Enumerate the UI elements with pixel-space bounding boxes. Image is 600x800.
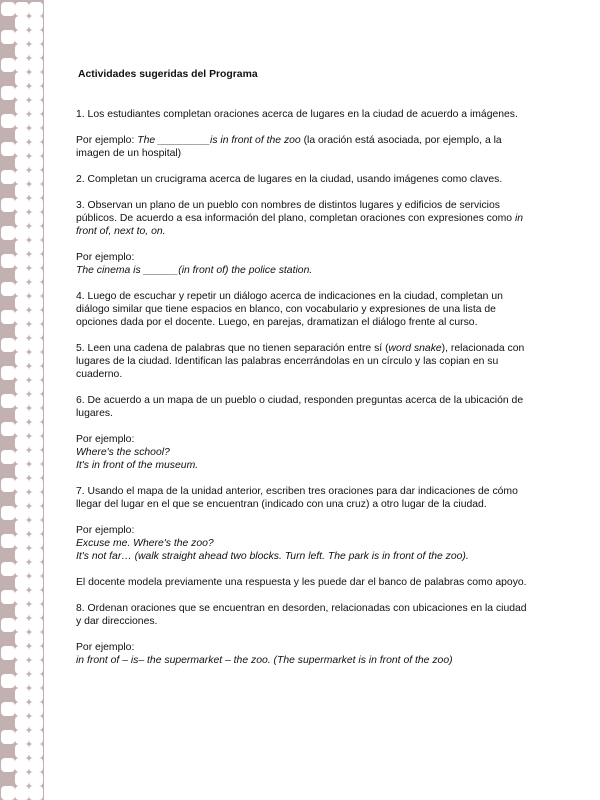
decorative-square (1, 422, 15, 436)
decorative-square (15, 786, 29, 800)
decorative-square (15, 254, 29, 268)
decorative-square (1, 86, 15, 100)
decorative-square (29, 492, 43, 506)
decorative-square (29, 464, 43, 478)
decorative-square (29, 310, 43, 324)
decorative-square (1, 282, 15, 296)
activity-7: 7. Usando el mapa de la unidad anterior, escriben tres oraciones para dar indicaciones de cómo llegar del lugar en el que se encuentran (indicado con una cruz) a otro lugar de la ciudad. (76, 486, 518, 510)
decorative-square (29, 604, 43, 618)
decorative-square (15, 128, 29, 142)
decorative-square (29, 520, 43, 534)
decorative-square (29, 576, 43, 590)
decorative-square (15, 240, 29, 254)
decorative-dot-strip (0, 0, 44, 800)
decorative-square (29, 296, 43, 310)
decorative-square (1, 590, 15, 604)
decorative-square (15, 506, 29, 520)
decorative-square (15, 142, 29, 156)
decorative-square (1, 702, 15, 716)
decorative-square (15, 548, 29, 562)
decorative-square (1, 30, 15, 44)
decorative-square (29, 422, 43, 436)
decorative-square (1, 394, 15, 408)
decorative-square (15, 492, 29, 506)
decorative-square (1, 226, 15, 240)
decorative-square (1, 534, 15, 548)
example-answer: It's in front of the museum. (76, 460, 199, 471)
decorative-square (15, 324, 29, 338)
decorative-square (29, 128, 43, 142)
example-8 (76, 641, 530, 667)
decorative-square (29, 268, 43, 282)
decorative-square (29, 660, 43, 674)
activity-1: 1. Los estudiantes completan oraciones acerca de lugares en la ciudad de acuerdo a imágenes. (76, 109, 518, 120)
decorative-square (29, 16, 43, 30)
decorative-square (15, 170, 29, 184)
example-1 (76, 134, 530, 160)
decorative-square (29, 184, 43, 198)
decorative-square (29, 758, 43, 772)
decorative-square (29, 716, 43, 730)
page-title: Actividades sugeridas del Programa (78, 69, 258, 80)
decorative-square (15, 44, 29, 58)
decorative-square (1, 338, 15, 352)
decorative-square (29, 702, 43, 716)
decorative-square (15, 282, 29, 296)
decorative-square (29, 674, 43, 688)
decorative-square (29, 436, 43, 450)
decorative-square (29, 198, 43, 212)
example-6 (76, 433, 530, 472)
decorative-square (15, 688, 29, 702)
decorative-square (15, 338, 29, 352)
decorative-square (29, 478, 43, 492)
activity-7-note: El docente modela previamente una respuesta y les puede dar el banco de palabras como apoyo. (76, 577, 527, 588)
decorative-square (15, 198, 29, 212)
decorative-square (29, 58, 43, 72)
activity-6: 6. De acuerdo a un mapa de un pueblo o ciudad, responden preguntas acerca de la ubicación de lugares. (76, 395, 524, 419)
decorative-square (29, 352, 43, 366)
decorative-square (15, 2, 29, 16)
decorative-square (29, 618, 43, 632)
decorative-square (15, 744, 29, 758)
decorative-square (29, 786, 43, 800)
decorative-square (15, 72, 29, 86)
decorative-square (15, 702, 29, 716)
decorative-square (15, 226, 29, 240)
decorative-square (29, 380, 43, 394)
decorative-square (29, 338, 43, 352)
decorative-square (15, 156, 29, 170)
decorative-square (15, 16, 29, 30)
activity-3 (76, 199, 530, 238)
decorative-square (29, 632, 43, 646)
decorative-square (15, 632, 29, 646)
decorative-square (1, 618, 15, 632)
decorative-square (29, 590, 43, 604)
decorative-square (1, 758, 15, 772)
decorative-square (29, 44, 43, 58)
decorative-square (1, 450, 15, 464)
example-label: Por ejemplo: (76, 135, 138, 146)
decorative-square (15, 562, 29, 576)
decorative-square (15, 268, 29, 282)
decorative-square (1, 730, 15, 744)
activity-4: 4. Luego de escuchar y repetir un diálogo acerca de indicaciones en la ciudad, completan un diálogo similar que tiene espacios en blanco, con vocabulario y expresiones de una lista de opciones dada por el docente. Luego, en parejas, dramatizan el diálogo frente al curso. (76, 291, 503, 328)
decorative-square (29, 366, 43, 380)
decorative-square (15, 520, 29, 534)
decorative-square (15, 646, 29, 660)
decorative-square (15, 590, 29, 604)
decorative-square (15, 674, 29, 688)
decorative-square (15, 660, 29, 674)
decorative-square (15, 86, 29, 100)
decorative-square (1, 254, 15, 268)
decorative-square (15, 58, 29, 72)
activity-5-rest: ), relacionada con lugares de la ciudad. Identifican las palabras encerrándolas en un círculo y las copian en su cuaderno. (76, 343, 525, 380)
example-answer: It's not far… (walk straight ahead two blocks. Turn left. The park is in front of the zoo). (76, 551, 469, 562)
decorative-square (1, 170, 15, 184)
decorative-square (15, 478, 29, 492)
decorative-square (15, 464, 29, 478)
decorative-square (29, 324, 43, 338)
decorative-square (29, 30, 43, 44)
decorative-square (29, 142, 43, 156)
decorative-square (1, 58, 15, 72)
decorative-square (29, 394, 43, 408)
decorative-square (29, 730, 43, 744)
decorative-square (1, 786, 15, 800)
decorative-square (29, 2, 43, 16)
activity-5-text: 5. Leen una cadena de palabras que no tienen separación entre sí ( (76, 343, 389, 354)
activity-3-expressions: in front of, next to, on. (76, 213, 524, 237)
decorative-square (15, 310, 29, 324)
decorative-square (29, 254, 43, 268)
decorative-square (29, 114, 43, 128)
decorative-square (29, 170, 43, 184)
example-label: Por ejemplo: (76, 434, 135, 445)
decorative-square (15, 450, 29, 464)
decorative-square (15, 422, 29, 436)
decorative-square (15, 408, 29, 422)
decorative-square (1, 198, 15, 212)
activity-2: 2. Completan un crucigrama acerca de lugares en la ciudad, usando imágenes como claves. (76, 174, 503, 185)
decorative-square (1, 366, 15, 380)
decorative-square (29, 548, 43, 562)
decorative-square (15, 394, 29, 408)
decorative-square (1, 142, 15, 156)
decorative-square (15, 618, 29, 632)
decorative-square (29, 506, 43, 520)
example-note: (la oración está asociada, por ejemplo, a la imagen de un hospital) (76, 135, 502, 159)
decorative-square (15, 100, 29, 114)
decorative-square (29, 282, 43, 296)
document-body (76, 68, 530, 680)
example-question: Excuse me. Where's the zoo? (76, 538, 214, 549)
decorative-square (15, 380, 29, 394)
decorative-square (15, 184, 29, 198)
decorative-square (29, 408, 43, 422)
decorative-square (15, 576, 29, 590)
decorative-square (15, 730, 29, 744)
decorative-square (15, 772, 29, 786)
example-sentence: The cinema is ______(in front of) the police station. (76, 265, 313, 276)
activity-8: 8. Ordenan oraciones que se encuentran en desorden, relacionadas con ubicaciones en la ciudad y dar direcciones. (76, 603, 527, 627)
decorative-square (15, 534, 29, 548)
decorative-square (29, 534, 43, 548)
decorative-square (15, 436, 29, 450)
decorative-square (15, 30, 29, 44)
decorative-square (29, 100, 43, 114)
activity-3-text: 3. Observan un plano de un pueblo con nombres de distintos lugares y edificios de servicios públicos. De acuerdo a esa información del plano, completan oraciones con expresiones como (76, 200, 515, 224)
decorative-square (15, 366, 29, 380)
decorative-square (1, 478, 15, 492)
decorative-square (1, 506, 15, 520)
decorative-square (29, 772, 43, 786)
decorative-square (29, 688, 43, 702)
decorative-square (1, 114, 15, 128)
decorative-square (29, 212, 43, 226)
example-3 (76, 251, 530, 277)
example-label: Por ejemplo: (76, 252, 135, 263)
decorative-square (29, 86, 43, 100)
decorative-square (15, 716, 29, 730)
decorative-square (15, 604, 29, 618)
decorative-square (15, 758, 29, 772)
decorative-square (15, 212, 29, 226)
decorative-square (29, 646, 43, 660)
decorative-square (29, 240, 43, 254)
example-label: Por ejemplo: (76, 642, 135, 653)
decorative-square (29, 744, 43, 758)
decorative-square (29, 72, 43, 86)
decorative-square (1, 2, 15, 16)
decorative-square (29, 226, 43, 240)
decorative-square (1, 674, 15, 688)
decorative-square (29, 562, 43, 576)
activity-5 (76, 342, 530, 381)
activity-5-term: word snake (388, 343, 442, 354)
decorative-square (29, 450, 43, 464)
example-7 (76, 524, 530, 563)
example-sentence: The _________is in front of the zoo (137, 135, 301, 146)
example-label: Por ejemplo: (76, 525, 135, 536)
decorative-square (1, 562, 15, 576)
decorative-square (15, 352, 29, 366)
decorative-square (1, 646, 15, 660)
decorative-square (15, 296, 29, 310)
decorative-square (29, 156, 43, 170)
decorative-square (15, 114, 29, 128)
example-sentence: in front of – is– the supermarket – the zoo. (The supermarket is in front of the zoo) (76, 655, 453, 666)
example-question: Where's the school? (76, 447, 170, 458)
decorative-square (1, 310, 15, 324)
